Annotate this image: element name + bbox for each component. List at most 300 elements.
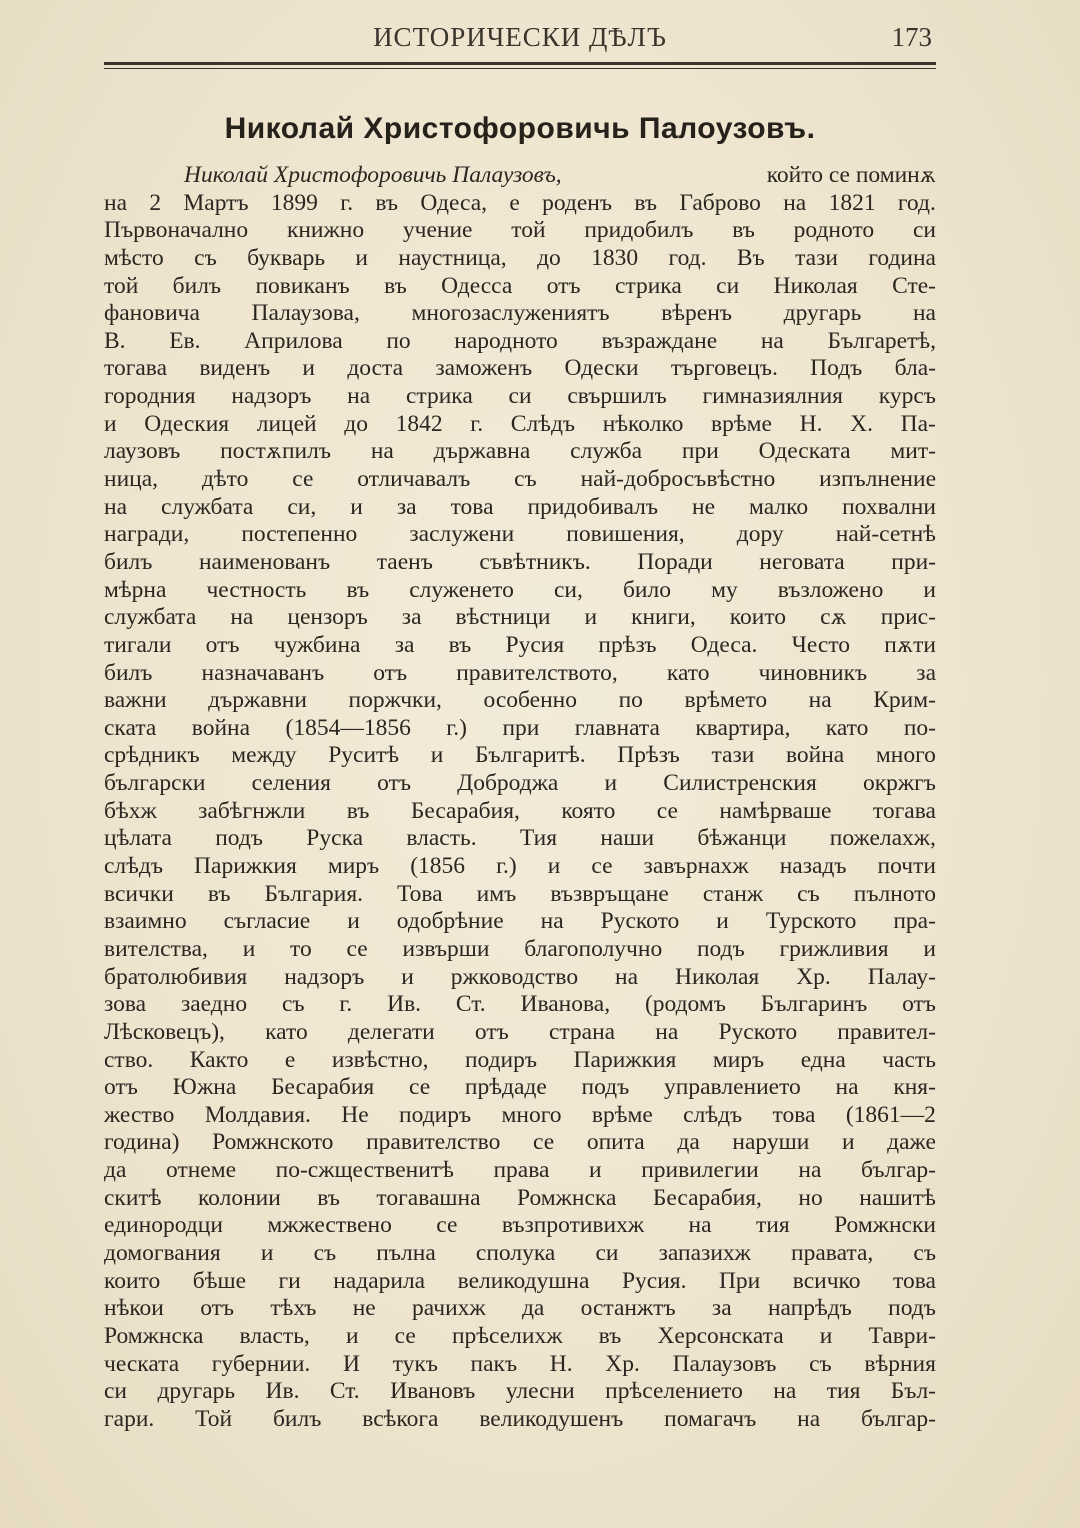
body-word: г. (470, 410, 484, 437)
body-word: сѫ (820, 604, 847, 631)
body-word: стрика (614, 272, 682, 299)
body-line (104, 1102, 936, 1130)
body-word: съ (514, 466, 537, 493)
body-word: български (104, 770, 206, 797)
body-line (104, 466, 936, 494)
body-line (104, 881, 936, 909)
body-word: тази (711, 742, 755, 769)
body-word: по- (903, 714, 936, 741)
body-word: Одеса. (690, 631, 758, 658)
body-word: Николая (675, 963, 760, 990)
body-word: Ромжнски (834, 1212, 936, 1239)
body-word: и (819, 1322, 833, 1349)
body-word: врѣме (591, 1101, 653, 1128)
body-word: се (394, 1322, 416, 1349)
body-word: единородци (104, 1212, 223, 1239)
body-word: се (436, 1212, 458, 1239)
body-word: много (501, 1101, 562, 1128)
body-word: всѣкога (362, 1405, 439, 1432)
body-word: курсъ (878, 383, 936, 410)
body-word: книжно (286, 217, 365, 244)
header-rule-thin (104, 68, 936, 69)
body-word: надзоръ (231, 383, 312, 410)
body-word: цѣлата (104, 825, 172, 852)
body-word: мѣрна (104, 576, 167, 603)
body-word: подъ (696, 935, 745, 962)
body-word: станж (702, 880, 764, 907)
body-word: учение (402, 217, 473, 244)
body-word: държавна (433, 438, 531, 465)
body-word: въ (384, 272, 407, 299)
body-word: букварь (247, 244, 326, 271)
body-word: Па- (900, 410, 936, 437)
body-word: най-сетнѣ (835, 521, 936, 548)
body-word: изпълнение (819, 466, 936, 493)
body-word: търговецъ. (670, 355, 778, 382)
body-word: наименованъ (198, 548, 331, 575)
body-word: свършилъ (567, 383, 667, 410)
body-word: заможенъ (435, 355, 533, 382)
body-word: ница, (104, 466, 159, 493)
italic-name: Николай Христофоровичь Палаузовъ, (184, 162, 562, 188)
body-word: пра- (893, 908, 936, 935)
body-word: родното (793, 217, 875, 244)
body-word: си, (553, 576, 583, 603)
body-word: война (785, 742, 845, 769)
body-word: прѣдаде (464, 1074, 547, 1101)
body-word: си, (287, 493, 317, 520)
body-word: Слѣдъ (510, 410, 576, 437)
body-word: жество (104, 1101, 175, 1128)
body-word: се (346, 935, 368, 962)
body-line (104, 1157, 936, 1185)
body-word: Н. (549, 1350, 573, 1377)
body-word: тукъ (392, 1350, 438, 1377)
body-word: Николая (773, 272, 858, 299)
body-word: миръ (327, 853, 380, 880)
body-word: при (502, 714, 540, 741)
body-word: г.) (496, 853, 517, 880)
body-word: Това (397, 880, 443, 907)
body-word: В. (104, 327, 126, 354)
body-word: държавни (208, 687, 307, 714)
body-line (104, 1019, 936, 1047)
body-word: ската (104, 714, 157, 741)
body-word: домогвания (104, 1239, 221, 1266)
body-line (104, 1295, 936, 1323)
body-word: братолюбивия (104, 963, 248, 990)
body-word: Хр. (605, 1350, 640, 1377)
body-word: и (584, 604, 598, 631)
body-word: 2 (149, 189, 162, 216)
body-word: зова (104, 991, 147, 1018)
body-line (104, 1129, 936, 1157)
body-word: на (912, 300, 936, 327)
body-word: Парижкия (573, 1046, 677, 1073)
body-word: подъ (215, 825, 263, 852)
body-word: които (729, 604, 787, 631)
body-line (104, 770, 936, 798)
body-line (104, 687, 936, 715)
body-word: Парижкия (194, 853, 297, 880)
body-word: между (231, 742, 297, 769)
article-title: Николай Христофоровичь Палоузовъ. (224, 112, 816, 145)
body-word: Молдавия. (204, 1101, 311, 1128)
body-word: въ (207, 880, 231, 907)
body-word: службата (104, 604, 197, 631)
body-line (104, 190, 936, 218)
body-word: отъ (546, 272, 581, 299)
body-word: подъ (581, 1074, 630, 1101)
body-word: многозаслужениятъ (411, 300, 610, 327)
body-word: на (835, 1074, 859, 1101)
body-word: Хр. (796, 963, 831, 990)
body-word: отъ (200, 1295, 235, 1322)
body-word: г. (340, 189, 354, 216)
body-word: пакъ (470, 1350, 518, 1377)
body-word: вѣренъ (661, 300, 732, 327)
body-word: даже (887, 1129, 936, 1156)
body-word: билъ (104, 548, 153, 575)
body-word: Българинъ (760, 991, 868, 1018)
body-word: наши (600, 825, 655, 852)
body-word: и (841, 1129, 855, 1156)
body-word: на (798, 1157, 822, 1184)
body-line (104, 438, 936, 466)
body-word: привилегии (641, 1157, 759, 1184)
body-word: Ст. (329, 1378, 360, 1405)
body-word: губернии. (211, 1350, 311, 1377)
body-word: Бесарабия, (410, 797, 520, 824)
body-word: отъ (902, 991, 936, 1018)
body-line (104, 936, 936, 964)
body-word: сполука (475, 1239, 556, 1266)
body-word: грижливия (779, 935, 889, 962)
body-word: Мартъ (183, 189, 249, 216)
body-word: си (104, 1378, 128, 1405)
body-word: прѣселението (605, 1378, 743, 1405)
body-word: отъ (104, 1074, 138, 1101)
body-word: до (537, 244, 561, 271)
body-word: съ (913, 1239, 936, 1266)
body-word: съ (809, 1350, 832, 1377)
body-word: възраждане (601, 327, 718, 354)
body-word: цензоръ (287, 604, 368, 631)
body-line (104, 245, 936, 273)
body-line (104, 577, 936, 605)
body-word: година) (104, 1129, 180, 1156)
body-word: си (595, 1239, 619, 1266)
body-word: Ромжнското (212, 1129, 334, 1156)
body-word: прѣселихж (451, 1322, 563, 1349)
body-word: постепенно (241, 521, 358, 548)
body-word: гимназиялния (702, 383, 843, 410)
body-word: взаимно (104, 908, 187, 935)
body-word: помагачъ (664, 1405, 757, 1432)
body-word: чужбина (273, 631, 361, 658)
body-word: съ (797, 880, 820, 907)
body-word: на (370, 438, 394, 465)
body-word: миръ (712, 1046, 765, 1073)
body-word: Бъл- (890, 1378, 936, 1405)
page-header (104, 18, 936, 62)
body-word: доста (347, 355, 404, 382)
body-word: квартира, (695, 714, 791, 741)
body-word: въ (598, 1322, 622, 1349)
first-line-rest: който се поминѫ (766, 162, 936, 188)
body-word: Габрово (679, 189, 761, 216)
body-line (104, 1323, 936, 1351)
body-word: на (230, 604, 254, 631)
body-word: Тия (519, 825, 558, 852)
body-word: постѫпилъ (220, 438, 331, 465)
body-line (104, 1212, 936, 1240)
body-word: назначаванъ (201, 659, 325, 686)
body-word: по-сжщественитѣ (275, 1157, 454, 1184)
body-word: Херсонската (657, 1322, 784, 1349)
body-word: Силистренския (663, 770, 817, 797)
body-word: въ (634, 189, 658, 216)
body-word: заслужени (409, 521, 515, 548)
body-word: се (533, 1129, 555, 1156)
body-word: и (923, 576, 936, 603)
body-word: мжжествено (267, 1212, 392, 1239)
body-word: на (797, 1405, 821, 1432)
body-word: на (808, 687, 832, 714)
body-word: като (666, 659, 710, 686)
body-word: правителство (366, 1129, 501, 1156)
body-word: съвѣтникъ. (479, 548, 591, 575)
body-word: малко (749, 493, 809, 520)
body-line (104, 355, 936, 383)
body-word: и (104, 410, 117, 437)
body-word: Подъ (810, 355, 863, 382)
body-word: Иванова, (520, 991, 611, 1018)
body-word: бѣше (192, 1267, 247, 1294)
body-word: особенно (483, 687, 577, 714)
body-word: отъ (205, 631, 240, 658)
body-word: за (394, 631, 415, 658)
body-word: извърши (402, 935, 490, 962)
body-word: г.) (446, 714, 467, 741)
body-word: забѣгнжли (198, 797, 306, 824)
body-word: Руското (600, 908, 680, 935)
body-line (104, 908, 936, 936)
body-line (104, 715, 936, 743)
body-word: която (561, 797, 616, 824)
body-word: въ (346, 797, 370, 824)
body-word: на (655, 1018, 679, 1045)
body-word: всичко (792, 1267, 861, 1294)
article-body (104, 162, 936, 1433)
body-word: всички (104, 880, 174, 907)
body-word: часть (882, 1046, 936, 1073)
body-line (104, 549, 936, 577)
body-line (104, 798, 936, 826)
body-word: за (916, 659, 936, 686)
body-word: городния (104, 383, 196, 410)
body-word: година (868, 244, 936, 271)
body-word: пълното (853, 880, 936, 907)
body-word: напрѣдъ (767, 1295, 852, 1322)
body-word: възвръщане (550, 880, 669, 907)
body-word: великодушна (457, 1267, 590, 1294)
body-word: отнеме (166, 1157, 237, 1184)
body-word: похвални (842, 493, 936, 520)
body-word: главната (574, 714, 660, 741)
body-word: окржгъ (862, 770, 936, 797)
body-word: лаузовъ (104, 438, 181, 465)
body-line (104, 742, 936, 770)
body-word: делегати (347, 1018, 435, 1045)
body-word: Поради (637, 548, 713, 575)
body-word: правата, (791, 1239, 874, 1266)
body-word: до (344, 410, 368, 437)
body-word: за (401, 604, 422, 631)
body-word: фановича (104, 300, 200, 327)
body-word: се (656, 797, 678, 824)
body-word: въ (317, 1184, 340, 1211)
body-word: 1899 (270, 189, 318, 216)
body-word: лицей (256, 410, 317, 437)
body-word: българ- (861, 1157, 936, 1184)
body-word: това (450, 493, 494, 520)
body-word: повиканъ (255, 272, 350, 299)
body-word: (родомъ (644, 991, 726, 1018)
body-word: подиръ (399, 1101, 472, 1128)
body-word: най-добросъвѣстно (580, 466, 776, 493)
body-word: великодушенъ (479, 1405, 624, 1432)
body-word: това (772, 1101, 816, 1128)
body-word: кня- (893, 1074, 936, 1101)
body-word: Русия (505, 631, 565, 658)
body-word: не (352, 1295, 376, 1322)
body-word: възпротивихж (501, 1212, 645, 1239)
body-word: Не (341, 1101, 369, 1128)
body-word: нашитѣ (859, 1184, 936, 1211)
body-word: опита (586, 1129, 645, 1156)
body-word: неговата (759, 548, 845, 575)
body-word: Ст. (455, 991, 486, 1018)
body-word: Българитѣ. (474, 742, 586, 769)
body-word: служба (570, 438, 643, 465)
body-word: власть, (239, 1322, 310, 1349)
body-line (104, 521, 936, 549)
body-word: слѣдъ (683, 1101, 743, 1128)
body-word: на (783, 189, 807, 216)
body-word: една (800, 1046, 846, 1073)
body-word: Х. (850, 410, 873, 437)
body-word: въ (375, 189, 399, 216)
body-word: важни (104, 687, 167, 714)
body-word: Той (195, 1405, 233, 1432)
body-word: год. (668, 244, 707, 271)
body-word: пълна (376, 1239, 436, 1266)
body-word: извѣстно, (331, 1046, 429, 1073)
body-word: като (265, 1018, 308, 1045)
body-word: имъ (476, 880, 517, 907)
page-number: 173 (891, 22, 932, 52)
body-word: чиновникъ (758, 659, 868, 686)
body-word: селения (251, 770, 331, 797)
body-word: отъ (474, 1018, 509, 1045)
body-word: той (511, 217, 546, 244)
body-word: нѣкои (104, 1295, 164, 1322)
body-word: При (718, 1267, 761, 1294)
body-word: му (711, 576, 738, 603)
body-word: България. (264, 880, 363, 907)
body-word: правител- (837, 1018, 936, 1045)
body-word: стрика (405, 383, 473, 410)
body-word: намѣрваше (719, 797, 832, 824)
body-word: подиръ (464, 1046, 538, 1073)
body-word: и (302, 355, 315, 382)
body-word: билъ (272, 1405, 322, 1432)
body-word: се (409, 1074, 431, 1101)
body-word: власть. (406, 825, 477, 852)
body-word: Руска (306, 825, 364, 852)
body-word: той (104, 272, 139, 299)
body-word: Ромжнска (104, 1322, 204, 1349)
body-word: Както (189, 1046, 249, 1073)
body-line (104, 1406, 936, 1434)
body-word: таенъ (376, 548, 433, 575)
body-word: Одеския (144, 410, 230, 437)
body-word: тази (795, 244, 838, 271)
body-word: си (716, 272, 740, 299)
body-line (104, 604, 936, 632)
body-line (104, 1268, 936, 1296)
body-word: Ив. (387, 991, 422, 1018)
body-word: Руситѣ (328, 742, 400, 769)
body-word: тогавашна (376, 1184, 481, 1211)
body-word: се (591, 853, 613, 880)
body-line-first (104, 162, 936, 190)
body-line (104, 825, 936, 853)
body-word: които (104, 1267, 161, 1294)
body-word: службата (161, 493, 254, 520)
body-word: Сте- (892, 272, 936, 299)
body-word: Априлова (244, 327, 343, 354)
body-word: въ (448, 631, 472, 658)
body-word: то (290, 935, 312, 962)
body-word: и (345, 1322, 359, 1349)
body-word: другарь (157, 1378, 236, 1405)
body-word: на (773, 1378, 797, 1405)
body-word: дору (736, 521, 784, 548)
body-word: и (347, 908, 360, 935)
body-word: на (760, 327, 784, 354)
body-word: Ив. (265, 1378, 300, 1405)
body-word: Бесарабия (271, 1074, 375, 1101)
body-word: и (401, 963, 414, 990)
body-word: Ивановъ (390, 1378, 476, 1405)
body-word: служенето (409, 576, 514, 603)
body-word: Одесса (441, 272, 513, 299)
body-word: тия (826, 1378, 861, 1405)
body-word: Първоначално (104, 217, 249, 244)
body-word: прис- (880, 604, 936, 631)
body-word: отъ (377, 770, 411, 797)
body-word: мѣсто (104, 244, 164, 271)
body-word: пожелахж, (829, 825, 936, 852)
body-word: Въ (736, 244, 765, 271)
body-word: Таври- (868, 1322, 936, 1349)
body-word: тигали (104, 631, 172, 658)
body-word: 1842 (395, 410, 443, 437)
body-word: да (677, 1129, 700, 1156)
body-word: Ромжнска (517, 1184, 617, 1211)
